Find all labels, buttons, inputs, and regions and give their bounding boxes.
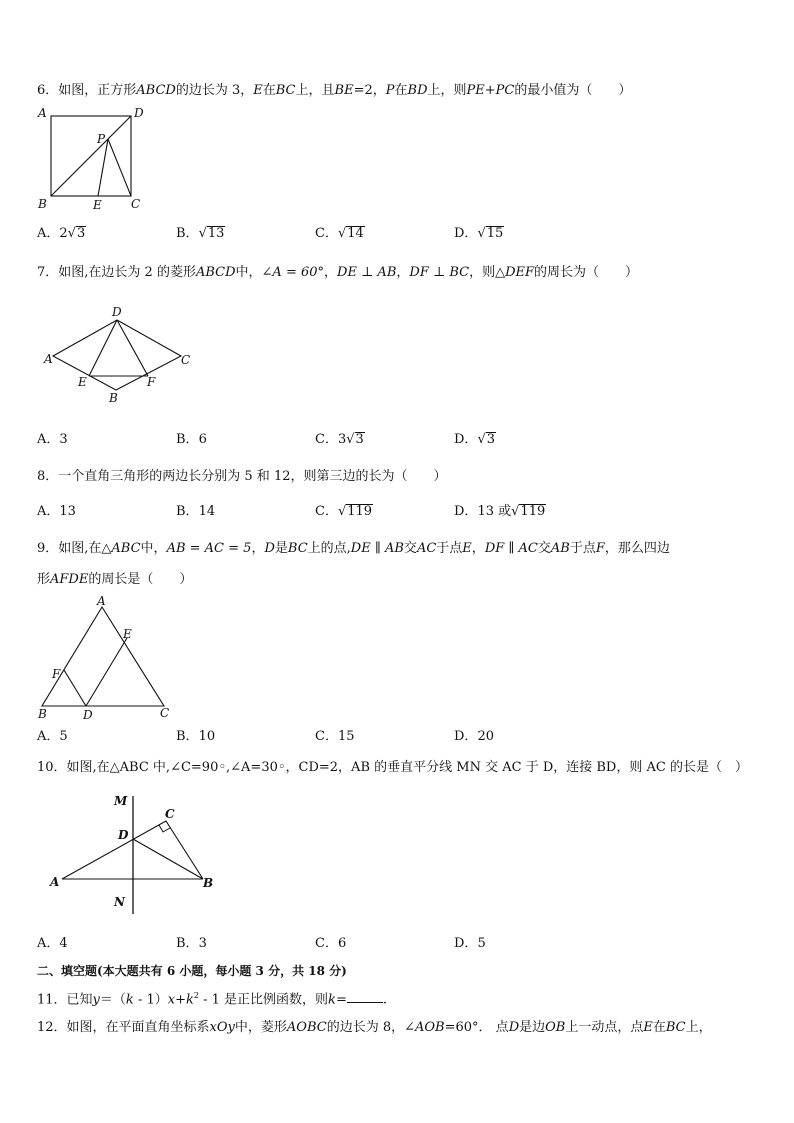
q10-label-n: N bbox=[114, 895, 125, 909]
q10-label-b: B bbox=[203, 876, 214, 890]
q9-option-c[interactable]: C．15 bbox=[315, 729, 355, 744]
q9-stem-line2: 形AFDE的周长是（ ） bbox=[37, 572, 193, 587]
q7-option-c[interactable]: C．3√3 bbox=[315, 432, 364, 447]
q10-option-b[interactable]: B．3 bbox=[176, 936, 207, 951]
q9-figure bbox=[34, 594, 176, 720]
q9-option-d[interactable]: D．20 bbox=[454, 729, 494, 744]
q9-label-a: A bbox=[97, 594, 106, 608]
q9-option-b[interactable]: B．10 bbox=[176, 729, 216, 744]
q9-option-a[interactable]: A．5 bbox=[37, 729, 68, 744]
q8-option-c[interactable]: C．√119 bbox=[315, 504, 373, 519]
q6-option-b[interactable]: B．√13 bbox=[176, 226, 225, 241]
q10-option-c[interactable]: C．6 bbox=[315, 936, 347, 951]
q7-rhombus bbox=[53, 320, 181, 390]
q6-label-e: E bbox=[93, 198, 102, 212]
q10-label-c: C bbox=[165, 807, 175, 821]
q8-stem: 8．一个直角三角形的两边长分别为 5 和 12，则第三边的长为（ ） bbox=[37, 469, 447, 484]
q9-label-f: F bbox=[52, 667, 61, 681]
q10-stem: 10．如图,在△ABC 中,∠C=90◦,∠A=30◦，CD=2，AB 的垂直平分线 MN 交 AC 于 D，连接 BD，则 AC 的长是（ ） bbox=[37, 760, 748, 775]
q6-label-c: C bbox=[131, 197, 141, 211]
q11-stem: 11．已知$y=(k - 1)x+k^2 - 1$ 是正比例函数，则k= . bbox=[37, 991, 387, 1008]
q6-segment-pc bbox=[108, 139, 131, 196]
q9-triangle-abc bbox=[42, 607, 164, 706]
q8-option-a[interactable]: A．13 bbox=[37, 504, 76, 519]
q7-stem: 7．如图,在边长为 2 的菱形ABCD中，∠A = 60°，DE ⊥ AB，DF ⊥ BC，则△DEF的周长为（ ） bbox=[37, 265, 639, 280]
q9-segment-df bbox=[64, 670, 86, 706]
q6-stem: 6．如图，正方形ABCD的边长为 3，E在BC上，且BE=2，P在BD上，则PE+PC的最小值为（ ） bbox=[37, 83, 632, 98]
q10-label-d: D bbox=[118, 828, 129, 842]
q10-segment-db bbox=[133, 839, 203, 879]
q6-label-a: A bbox=[38, 106, 47, 120]
section-2-title: 二、填空题(本大题共有 6 小题，每小题 3 分，共 18 分) bbox=[37, 964, 347, 978]
q7-option-a[interactable]: A．3 bbox=[37, 432, 68, 447]
q9-label-d: D bbox=[83, 708, 93, 720]
q8-option-d[interactable]: D．13 或√119 bbox=[454, 504, 546, 519]
q10-label-m: M bbox=[114, 794, 128, 808]
q7-option-d[interactable]: D．√3 bbox=[454, 432, 496, 447]
q7-label-a: A bbox=[44, 352, 53, 366]
q10-right-angle-mark bbox=[159, 825, 170, 832]
q7-option-b[interactable]: B．6 bbox=[176, 432, 207, 447]
q6-label-p: P bbox=[97, 132, 106, 146]
q9-stem-line1: 9．如图,在△ABC中，AB = AC = 5，D是BC上的点,DE ∥ AB交AC于点E，DF ∥ AC交AB于点F，那么四边 bbox=[37, 541, 670, 556]
q10-option-d[interactable]: D．5 bbox=[454, 936, 486, 951]
q6-label-b: B bbox=[38, 197, 47, 211]
q7-label-d: D bbox=[112, 305, 122, 319]
q6-option-c[interactable]: C．√14 bbox=[315, 226, 364, 241]
q9-label-e: E bbox=[123, 627, 132, 641]
q9-label-b: B bbox=[38, 707, 47, 720]
q12-stem: 12．如图，在平面直角坐标系xOy中，菱形AOBC的边长为 8，∠AOB=60°． 点D是边OB上一动点，点E在BC上， bbox=[37, 1020, 712, 1035]
q6-option-d[interactable]: D．√15 bbox=[454, 226, 504, 241]
q10-figure bbox=[46, 788, 224, 916]
q6-diagonal-bd bbox=[51, 116, 131, 196]
q11-answer-blank[interactable] bbox=[347, 990, 383, 1003]
q9-segment-de bbox=[86, 638, 127, 706]
q8-option-b[interactable]: B．14 bbox=[176, 504, 216, 519]
q10-option-a[interactable]: A．4 bbox=[37, 936, 68, 951]
q6-option-a[interactable]: A．2√3 bbox=[37, 226, 86, 241]
q7-figure bbox=[36, 302, 202, 408]
q9-label-c: C bbox=[160, 706, 170, 720]
q7-label-f: F bbox=[147, 375, 156, 389]
q6-label-d: D bbox=[134, 106, 144, 120]
q10-label-a: A bbox=[50, 875, 60, 889]
q10-segment-ac bbox=[62, 821, 166, 879]
q10-segment-cb bbox=[166, 821, 203, 879]
q6-figure bbox=[34, 104, 154, 212]
q7-label-c: C bbox=[181, 353, 191, 367]
q7-label-e: E bbox=[78, 375, 87, 389]
q7-label-b: B bbox=[109, 391, 118, 405]
